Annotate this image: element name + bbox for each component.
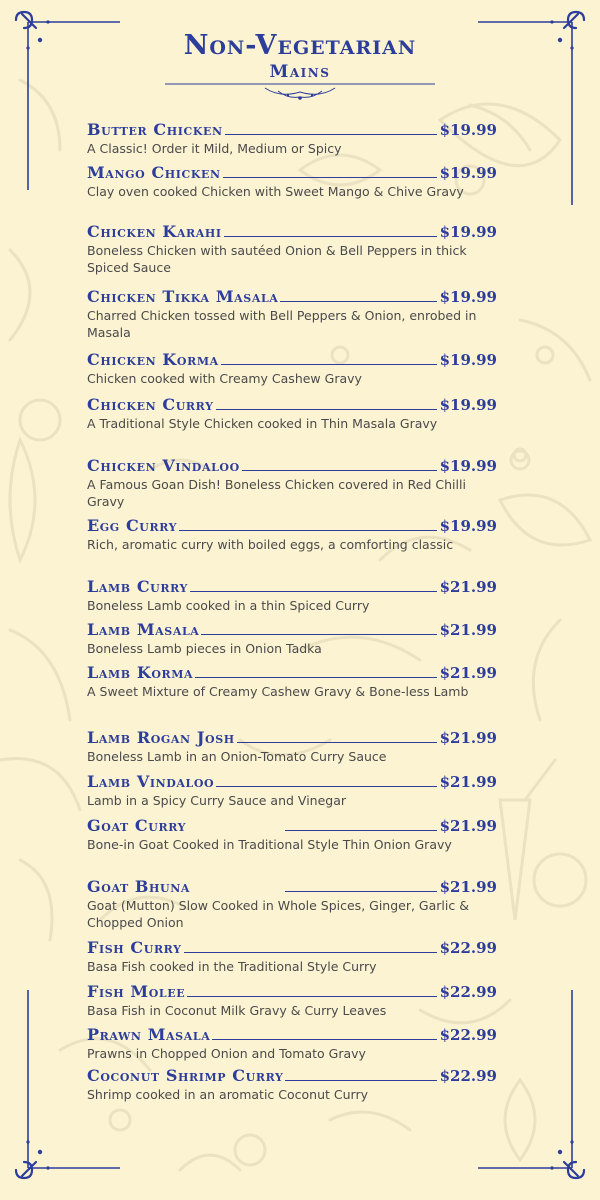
item-description: Goat (Mutton) Slow Cooked in Whole Spices, Ginger, Garlic & Chopped Onion [87,898,469,930]
menu-item [87,287,497,341]
menu-item [87,350,497,387]
menu-item [87,577,497,614]
item-price: $21.99 [439,773,497,791]
menu-item [87,120,497,157]
item-description: Prawns in Chopped Onion and Tomato Gravy [87,1046,366,1061]
item-description: A Sweet Mixture of Creamy Cashew Gravy & Bone-less Lamb [87,684,469,699]
item-price: $22.99 [439,1026,497,1044]
leader-line [195,677,436,678]
item-price: $22.99 [439,939,497,957]
item-name: Chicken Curry [87,395,214,414]
item-description: Lamb in a Spicy Curry Sauce and Vinegar [87,793,347,808]
item-price: $19.99 [439,351,497,369]
leader-line [285,891,437,892]
leader-line [179,530,436,531]
item-name: Lamb Masala [87,620,200,639]
menu-item [87,816,497,853]
leader-line [223,177,437,178]
item-price: $19.99 [439,288,497,306]
item-name: Goat Bhuna [87,877,191,896]
menu-item [87,163,497,200]
menu-item [87,620,497,657]
menu-item [87,938,497,975]
item-name: Chicken Tikka Masala [87,287,279,306]
item-name: Prawn Masala [87,1025,211,1044]
leader-line [212,1039,436,1040]
item-description: Boneless Lamb in an Onion-Tomato Curry Sauce [87,749,387,764]
leader-line [216,786,436,787]
item-description: Charred Chicken tossed with Bell Peppers & Onion, enrobed in Masala [87,308,477,340]
menu-item [87,982,497,1019]
page-subtitle: Mains [269,62,331,82]
item-description: Chicken cooked with Creamy Cashew Gravy [87,371,362,386]
item-name: Lamb Korma [87,663,194,682]
item-name: Coconut Shrimp Curry [87,1066,284,1085]
item-price: $21.99 [439,578,497,596]
item-price: $21.99 [439,729,497,747]
menu-item [87,772,497,809]
leader-line [184,952,437,953]
item-price: $22.99 [439,983,497,1001]
item-name: Goat Curry [87,816,187,835]
item-description: Clay oven cooked Chicken with Sweet Mango & Chive Gravy [87,184,464,199]
item-description: Bone-in Goat Cooked in Traditional Style Thin Onion Gravy [87,837,452,852]
leader-line [221,364,437,365]
item-description: Basa Fish in Coconut Milk Gravy & Curry Leaves [87,1003,387,1018]
leader-line [216,409,437,410]
leader-line [280,301,436,302]
item-description: A Famous Goan Dish! Boneless Chicken covered in Red Chilli Gravy [87,477,466,509]
item-price: $21.99 [439,664,497,682]
menu-item [87,1066,497,1103]
item-description: Boneless Chicken with sautéed Onion & Bell Peppers in thick Spiced Sauce [87,243,467,275]
item-price: $21.99 [439,878,497,896]
leader-line [224,236,437,237]
item-name: Lamb Curry [87,577,188,596]
item-name: Chicken Korma [87,350,219,369]
item-name: Fish Curry [87,938,182,957]
item-description: Rich, aromatic curry with boiled eggs, a comforting classic [87,537,454,552]
item-name: Egg Curry [87,516,178,535]
item-description: Boneless Lamb pieces in Onion Tadka [87,641,322,656]
leader-line [187,996,436,997]
title-divider-ornament [160,80,440,102]
item-price: $19.99 [439,457,497,475]
menu-item [87,222,497,276]
menu-item [87,663,497,700]
item-description: A Traditional Style Chicken cooked in Thin Masala Gravy [87,416,438,431]
leader-line [242,470,437,471]
item-description: Shrimp cooked in an aromatic Coconut Curry [87,1087,368,1102]
page-title: Non-Vegetarian [183,30,417,61]
leader-line [285,830,437,831]
menu-item [87,456,497,510]
item-name: Mango Chicken [87,163,221,182]
item-price: $19.99 [439,164,497,182]
leader-line [237,742,437,743]
item-description: Boneless Lamb cooked in a thin Spiced Curry [87,598,370,613]
leader-line [190,591,437,592]
leader-line [285,1080,436,1081]
menu-item [87,1025,497,1062]
item-price: $21.99 [439,817,497,835]
item-description: A Classic! Order it Mild, Medium or Spicy [87,141,342,156]
item-price: $22.99 [439,1067,497,1085]
item-name: Fish Molee [87,982,186,1001]
item-price: $21.99 [439,621,497,639]
item-price: $19.99 [439,517,497,535]
leader-line [225,134,437,135]
menu-item [87,516,497,553]
menu-item [87,728,497,765]
menu-item [87,877,497,931]
item-description: Basa Fish cooked in the Traditional Style Curry [87,959,377,974]
item-name: Lamb Vindaloo [87,772,215,791]
item-name: Chicken Vindaloo [87,456,240,475]
menu-item [87,395,497,432]
leader-line [201,634,436,635]
item-price: $19.99 [439,121,497,139]
item-price: $19.99 [439,396,497,414]
item-price: $19.99 [439,223,497,241]
item-name: Lamb Rogan Josh [87,728,235,747]
item-name: Chicken Karahi [87,222,222,241]
item-name: Butter Chicken [87,120,223,139]
